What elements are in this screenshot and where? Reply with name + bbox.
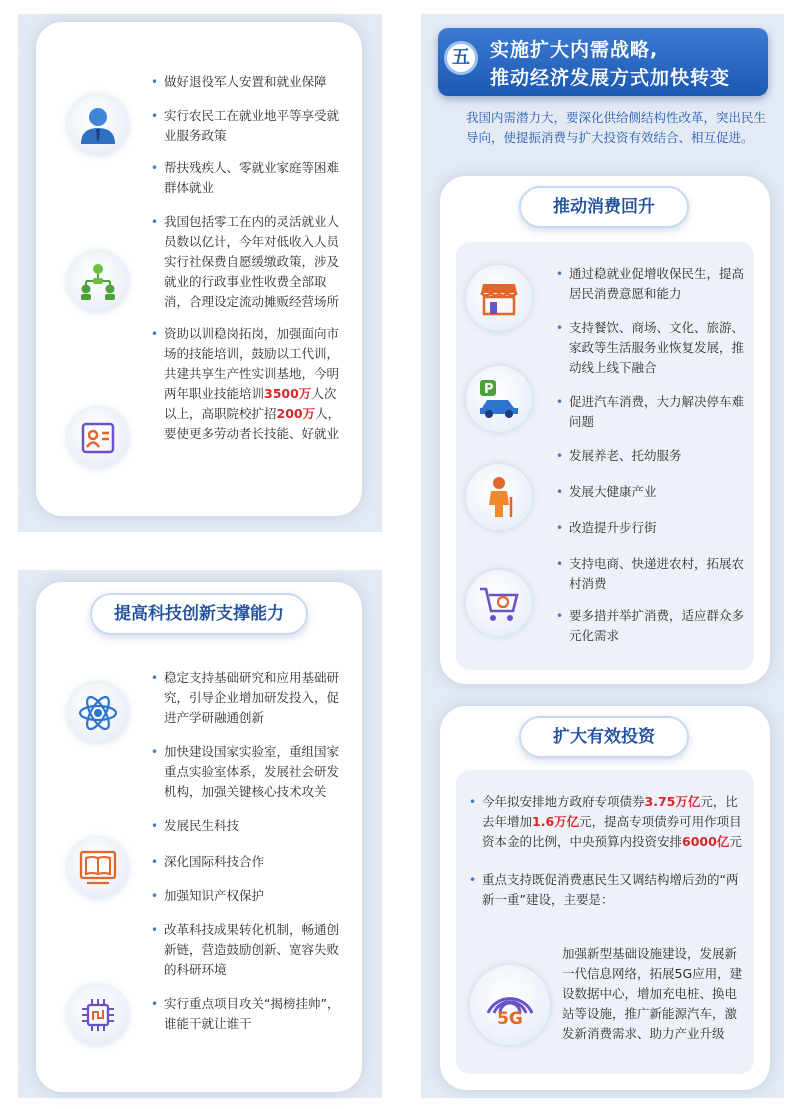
investment-para-3: 加强新型基础设施建设，发展新一代信息网络，拓展5G应用，建设数据中心，增加充电桩、换电站等设施，推广新能源汽车，激发新消费需求、助力产业升级 xyxy=(562,946,743,1041)
science-list xyxy=(150,668,345,1034)
list-item: • 发展民生科技 xyxy=(150,816,345,836)
list-item: • 促进汽车消费，大力解决停车难问题 xyxy=(555,392,747,432)
list-item: • 支持电商、快递进农村，拓展农村消费 xyxy=(555,554,747,594)
list-item: • 实行农民工在就业地平等享受就业服务政策 xyxy=(150,106,345,146)
list-item: • 帮扶残疾人、零就业家庭等困难群体就业 xyxy=(150,158,345,198)
book-screen-icon xyxy=(68,838,128,898)
list-item: • 稳定支持基础研究和应用基础研究，引导企业增加研发投入，促进产学研融通创新 xyxy=(150,668,345,728)
list-item: • 我国包括零工在内的灵活就业人员数以亿计，今年对低收入人员实行社保费自愿缓缴政策，涉及就业的行政事业性收费全部取消，合理设定流动摊贩经营场所 xyxy=(150,212,345,312)
consumption-list xyxy=(555,264,747,646)
org-network-icon xyxy=(68,252,128,312)
list-item: • 发展养老、托幼服务 xyxy=(555,446,747,466)
parking-car-icon xyxy=(466,366,532,432)
storefront-icon xyxy=(466,265,532,331)
section5-title-line2: 推动经济发展方式加快转变 xyxy=(490,67,731,89)
5g-label: 5G xyxy=(497,1009,523,1029)
list-item: • 要多措并举扩消费，适应群众多元化需求 xyxy=(555,606,747,646)
shopping-cart-icon xyxy=(466,570,532,636)
section5-title-line1: 实施扩大内需战略, xyxy=(490,39,659,61)
list-item: • 改革科技成果转化机制，畅通创新链，营造鼓励创新、宽容失败的科研环境 xyxy=(150,920,345,980)
employment-list xyxy=(150,72,345,444)
id-card-icon xyxy=(68,408,128,468)
chip-icon xyxy=(68,985,128,1045)
section-number-badge: 五 xyxy=(444,41,478,75)
svg-text:P: P xyxy=(484,382,494,397)
list-item: • 实行重点项目攻关“揭榜挂帅”，谁能干就让谁干 xyxy=(150,994,345,1034)
list-item: • 深化国际科技合作 xyxy=(150,852,345,872)
elderly-person-icon xyxy=(466,464,532,530)
investment-para-1 xyxy=(468,792,748,910)
science-title: 提高科技创新支撑能力 xyxy=(90,593,308,635)
consumption-title: 推动消费回升 xyxy=(519,186,689,228)
list-item: • 做好退役军人安置和就业保障 xyxy=(150,72,345,92)
list-item: • 资助以训稳岗拓岗，加强面向市场的技能培训，鼓励以工代训，共建共享生产性实训基地，今明两年职业技能培训3500万人次以上，高职院校扩招200万人，要使更多劳动者长技能、好就业 xyxy=(150,324,345,444)
list-item: • 重点支持既促消费惠民生又调结构增后劲的“两新一重”建设，主要是： xyxy=(468,870,748,910)
list-item: • 通过稳就业促增收保民生，提高居民消费意愿和能力 xyxy=(555,264,747,304)
list-item: • 今年拟安排地方政府专项债券3.75万亿元，比去年增加1.6万亿元，提高专项债券可用作项目资本金的比例，中央预算内投资安排6000亿元 xyxy=(468,792,748,852)
atom-icon xyxy=(68,683,128,743)
list-item: • 发展大健康产业 xyxy=(555,482,747,502)
list-item: • 支持餐饮、商场、文化、旅游、家政等生活服务业恢复发展，推动线上线下融合 xyxy=(555,318,747,378)
list-item: • 改造提升步行街 xyxy=(555,518,747,538)
section5-intro: 我国内需潜力大，要深化供给侧结构性改革，突出民生导向，使提振消费与扩大投资有效结合、相互促进。 xyxy=(466,110,767,145)
list-item: • 加快建设国家实验室，重组国家重点实验室体系，发展社会研发机构，加强关键核心技术攻关 xyxy=(150,742,345,802)
investment-title: 扩大有效投资 xyxy=(519,716,689,758)
section5-banner xyxy=(438,28,768,96)
worker-person-icon xyxy=(68,95,128,155)
list-item: • 加强知识产权保护 xyxy=(150,886,345,906)
5g-signal-icon xyxy=(470,965,550,1045)
